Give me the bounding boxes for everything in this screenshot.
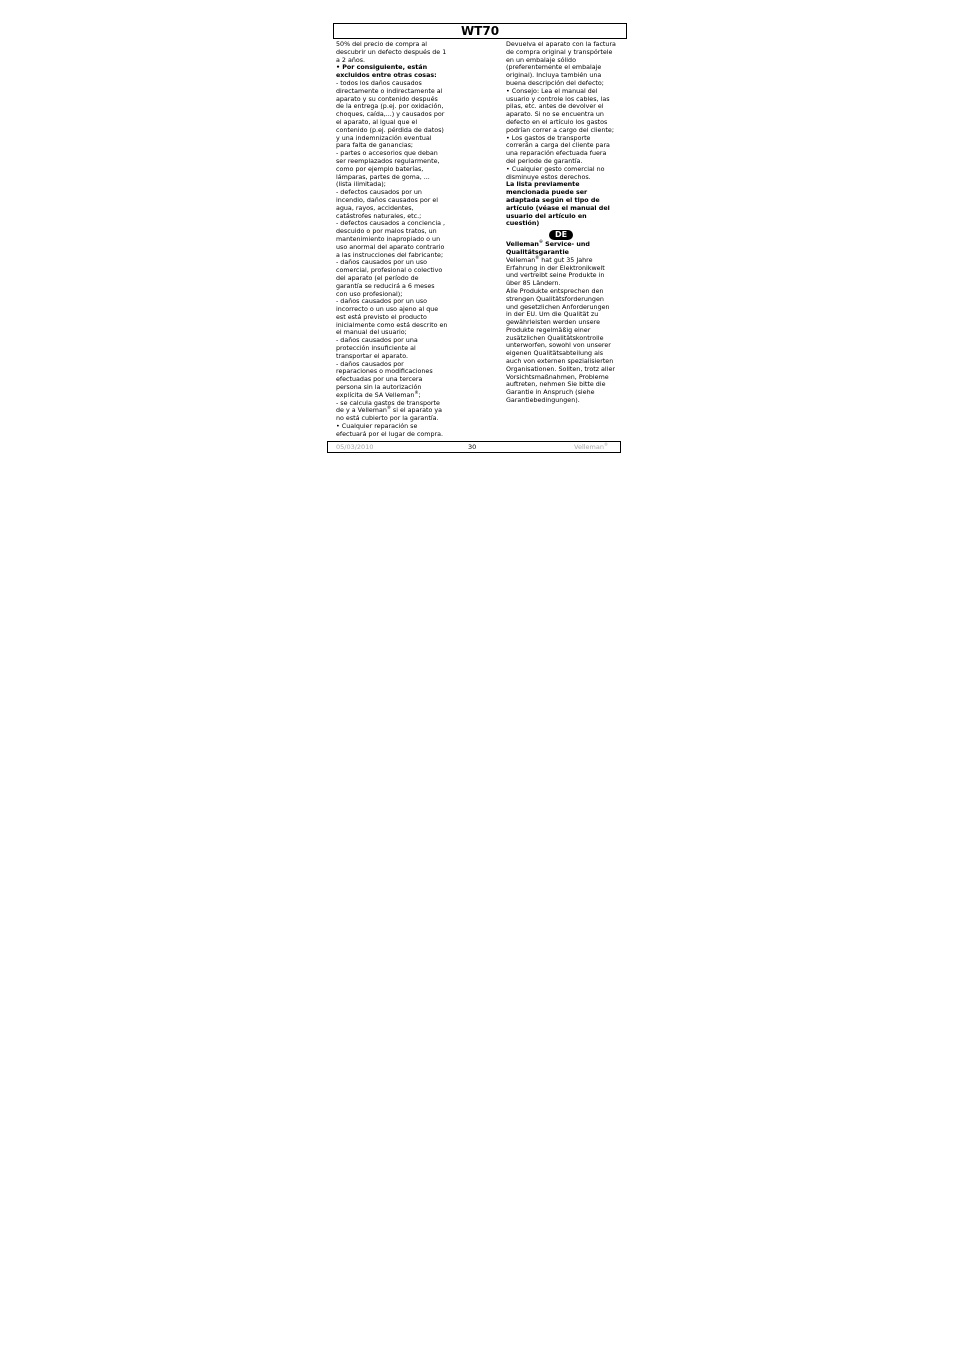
text-line-content: pilas, etc. antes de devolver el xyxy=(506,103,604,111)
page-footer xyxy=(327,441,621,453)
text-line-content: • Por consiguiente, están xyxy=(336,64,428,72)
text-line-tail: ; xyxy=(418,391,421,399)
text-line-content: de y a Velleman xyxy=(336,407,387,415)
text-line-content: La lista previamente xyxy=(506,181,580,189)
text-line xyxy=(506,304,622,312)
text-line-content: a las instrucciones del fabricante; xyxy=(336,251,444,259)
language-badge-de: DE xyxy=(549,230,573,240)
text-line-content: en un embalaje sólido xyxy=(506,56,576,64)
text-line-content: - defectos causados a conciencia , xyxy=(336,220,446,228)
text-line-content: disminuye estos derechos. xyxy=(506,173,591,181)
registered-mark: ® xyxy=(414,389,419,395)
text-line xyxy=(336,306,454,314)
text-line-content: strengen Qualitätsforderungen xyxy=(506,295,604,303)
text-line xyxy=(336,283,454,291)
text-line xyxy=(336,252,454,260)
left-text-column xyxy=(336,41,454,439)
text-line xyxy=(506,397,622,405)
text-line-content: de la entrega (p.ej. por oxidación, xyxy=(336,103,444,111)
registered-mark: ® xyxy=(538,239,543,245)
text-line-content: eigenen Qualitätsabteilung als xyxy=(506,350,604,358)
text-line xyxy=(506,111,622,119)
text-line xyxy=(506,220,622,228)
text-line-content: efectuadas por una tercera xyxy=(336,376,423,384)
text-line-content: • Cualquier gesto comercial no xyxy=(506,165,605,173)
text-line xyxy=(506,127,622,135)
text-line xyxy=(336,291,454,299)
text-line-content: auftreten, nehmen Sie bitte die xyxy=(506,381,606,389)
text-line xyxy=(506,166,622,174)
text-line xyxy=(506,296,622,304)
text-line xyxy=(506,327,622,335)
text-line-content: über 85 Ländern. xyxy=(506,280,561,288)
text-line-content: no está cubierto por la garantía. xyxy=(336,415,439,423)
text-line xyxy=(506,57,622,65)
text-line-content: protección insuficiente al xyxy=(336,345,416,353)
registered-mark: ® xyxy=(386,405,391,411)
text-line xyxy=(336,174,454,182)
text-line xyxy=(336,337,454,345)
text-line xyxy=(506,272,622,280)
text-line xyxy=(336,142,454,150)
text-line-content: defecto en el artículo los gastos xyxy=(506,118,608,126)
text-line-content: a 2 años. xyxy=(336,56,366,64)
text-line xyxy=(336,72,454,80)
text-line-content: (lista ilimitada); xyxy=(336,181,386,189)
text-line-content: (preferentemente el embalaje xyxy=(506,64,602,72)
text-line-content: 50% del precio de compra al xyxy=(336,41,428,48)
text-line xyxy=(506,366,622,374)
text-line-content: contenido (p.ej. pérdida de datos) xyxy=(336,126,444,134)
text-line-content: - daños causados por un uso xyxy=(336,259,428,267)
text-line-content: y una indemnización eventual xyxy=(336,134,432,142)
text-line xyxy=(506,158,622,166)
text-line-content: una reparación efectuada fuera xyxy=(506,150,607,158)
text-line xyxy=(506,374,622,382)
text-line-content: con uso profesional); xyxy=(336,290,403,298)
text-line-content: • Los gastos de transporte xyxy=(506,134,591,142)
text-line-content: de compra original y transpórtele xyxy=(506,48,613,56)
text-line xyxy=(336,314,454,322)
text-line-content: Erfahrung in der Elektronikwelt xyxy=(506,264,605,272)
text-line-content: correrán a carga del cliente para xyxy=(506,142,610,150)
text-line-content: persona sin la autorización xyxy=(336,384,422,392)
text-line xyxy=(336,353,454,361)
text-line-content: • Consejo: Lea el manual del xyxy=(506,87,598,95)
text-line xyxy=(336,329,454,337)
text-line-content: artículo (véase el manual del xyxy=(506,204,610,212)
text-line xyxy=(506,350,622,358)
text-line-content: descuido o por malos tratos, un xyxy=(336,228,437,236)
text-line-content: cuestión) xyxy=(506,220,540,228)
text-line xyxy=(336,298,454,306)
text-line xyxy=(336,166,454,174)
text-line xyxy=(336,181,454,189)
text-line-content: in der EU. Um die Qualität zu xyxy=(506,311,599,319)
text-line xyxy=(506,389,622,397)
text-line-content: mantenimiento inapropiado o un xyxy=(336,235,441,243)
text-line-content: como por ejemplo baterías, xyxy=(336,165,424,173)
text-line xyxy=(336,150,454,158)
text-line xyxy=(336,384,454,392)
text-line xyxy=(506,288,622,296)
text-line-content: - se calcula gastos de transporte xyxy=(336,399,440,407)
text-line xyxy=(506,319,622,327)
text-line-content: - todos los daños causados xyxy=(336,79,422,87)
text-line xyxy=(336,228,454,236)
text-line xyxy=(336,158,454,166)
text-line-content: inicialmente como está descrito en xyxy=(336,321,448,329)
text-line-content: - partes o accesorios que deban xyxy=(336,150,438,158)
text-line-content: Velleman xyxy=(506,241,539,249)
text-line-content: Velleman xyxy=(506,256,536,264)
text-line xyxy=(336,64,454,72)
text-line-content: Garantiebedingungen). xyxy=(506,397,580,405)
right-column-bottom xyxy=(506,241,622,405)
text-line xyxy=(336,213,454,221)
text-line xyxy=(336,244,454,252)
text-line-content: lámparas, partes de goma, ... xyxy=(336,173,430,181)
text-line xyxy=(506,335,622,343)
text-line-content: del periode de garantía. xyxy=(506,157,583,165)
text-line xyxy=(506,205,622,213)
text-line xyxy=(506,72,622,80)
text-line-content: - daños causados por xyxy=(336,360,404,368)
text-line xyxy=(506,142,622,150)
text-line-content: comercial, profesional o colectivo xyxy=(336,267,443,275)
text-line xyxy=(506,174,622,182)
text-line-content: original). Incluya también una xyxy=(506,72,602,80)
text-line xyxy=(506,241,622,249)
page-title: WT70 xyxy=(333,23,627,39)
text-line xyxy=(506,41,622,49)
text-line xyxy=(506,80,622,88)
text-line-content: excluidos entre otras cosas: xyxy=(336,72,437,80)
text-line xyxy=(506,88,622,96)
text-line-content: Produkte regelmäßig einer xyxy=(506,326,591,334)
footer-brand-name: Velleman xyxy=(574,443,604,451)
text-line-content: - daños causados por un uso xyxy=(336,298,428,306)
text-line-content: el manual del usuario; xyxy=(336,329,407,337)
text-line xyxy=(506,197,622,205)
text-line xyxy=(336,49,454,57)
text-line xyxy=(506,311,622,319)
text-line xyxy=(336,322,454,330)
footer-date: 05/03/2010 xyxy=(336,443,374,451)
text-line xyxy=(506,119,622,127)
text-line xyxy=(336,423,454,431)
text-line xyxy=(506,358,622,366)
text-line-content: adaptada según el tipo de xyxy=(506,196,600,204)
text-line-content: aparato. Si no se encuentra un xyxy=(506,111,604,119)
text-line xyxy=(336,431,454,439)
text-line-content: aparato y su contenido después xyxy=(336,95,438,103)
text-line-content: zusätzlichen Qualitätskontrolle xyxy=(506,334,604,342)
text-line xyxy=(506,381,622,389)
text-line-content: buena descripción del defecto; xyxy=(506,79,604,87)
text-line xyxy=(336,361,454,369)
text-line xyxy=(506,189,622,197)
text-line-content: catástrofes naturales, etc.; xyxy=(336,212,422,220)
text-line xyxy=(336,205,454,213)
text-line xyxy=(506,96,622,104)
text-line-content: est está previsto el producto xyxy=(336,313,427,321)
text-line-tail: si el aparato ya xyxy=(390,407,442,415)
text-line-content: transportar el aparato. xyxy=(336,352,409,360)
text-line xyxy=(336,220,454,228)
text-line-content: gewährleisten werden unsere xyxy=(506,319,600,327)
text-line xyxy=(336,41,454,49)
text-line xyxy=(336,275,454,283)
text-line-content: ser reemplazados regularmente, xyxy=(336,157,440,165)
text-line-content: el aparato, al igual que el xyxy=(336,118,418,126)
text-line xyxy=(506,342,622,350)
text-line-content: unterworfen, sowohl von unserer xyxy=(506,342,611,350)
text-line-content: incorrecto o un uso ajeno al que xyxy=(336,306,439,314)
text-line xyxy=(336,189,454,197)
text-line-tail: Service- und xyxy=(542,241,590,249)
text-line xyxy=(336,103,454,111)
text-line-content: - defectos causados por un xyxy=(336,189,422,197)
registered-mark: ® xyxy=(535,254,540,260)
text-line xyxy=(336,345,454,353)
text-line-content: • Cualquier reparación se xyxy=(336,423,418,431)
text-line-content: usuario y controle los cables, las xyxy=(506,95,610,103)
text-line-content: para falta de ganancias; xyxy=(336,142,414,150)
text-line xyxy=(336,88,454,96)
text-line xyxy=(336,111,454,119)
text-line-content: auch von externen spezialisierten xyxy=(506,358,614,366)
text-line-content: Garantie in Anspruch (siehe xyxy=(506,389,595,397)
text-line xyxy=(506,249,622,257)
text-line-content: Organisationen. Sollten, trotz aller xyxy=(506,365,615,373)
text-line xyxy=(336,197,454,205)
text-line xyxy=(506,181,622,189)
text-line xyxy=(506,254,622,265)
text-line-content: und gesetzlichen Anforderungen xyxy=(506,303,610,311)
text-line-content: directamente o indirectamente al xyxy=(336,87,443,95)
text-line-content: usuario del artículo en xyxy=(506,212,587,220)
footer-brand xyxy=(574,442,608,452)
footer-page-number: 30 xyxy=(468,443,477,451)
text-line xyxy=(506,150,622,158)
text-line xyxy=(336,415,454,423)
text-line-content: Alle Produkte entsprechen den xyxy=(506,287,604,295)
text-line-content: incendio, daños causados por el xyxy=(336,196,439,204)
text-line xyxy=(336,376,454,384)
text-line-content: Vorsichtsmaßnahmen, Probleme xyxy=(506,373,609,381)
text-line-content: efectuará por el lugar de compra. xyxy=(336,430,444,438)
text-line xyxy=(336,236,454,244)
text-line xyxy=(506,265,622,273)
text-line-content: descubrir un defecto después de 1 xyxy=(336,48,447,56)
text-line xyxy=(336,259,454,267)
text-line-content: uso anormal del aparato contrario xyxy=(336,243,445,251)
text-line-content: und vertreibt seine Produkte in xyxy=(506,272,605,280)
text-line-content: explícita de SA Velleman xyxy=(336,391,415,399)
text-line xyxy=(336,267,454,275)
text-line-content: Devuelva el aparato con la factura xyxy=(506,41,616,48)
text-line-content: Qualitätsgarantie xyxy=(506,248,569,256)
text-line-content: del aparato (el período de xyxy=(336,274,419,282)
right-text-column xyxy=(506,41,622,405)
text-line-content: - daños causados por una xyxy=(336,337,418,345)
text-line xyxy=(506,103,622,111)
text-line xyxy=(336,80,454,88)
text-line-content: choques, caída,...) y causados por xyxy=(336,111,445,119)
text-line xyxy=(336,389,454,400)
text-line xyxy=(506,49,622,57)
footer-brand-sup: ® xyxy=(604,441,608,447)
text-line-tail: hat gut 35 Jahre xyxy=(539,256,593,264)
text-line xyxy=(336,127,454,135)
text-line-content: podrían correr a cargo del cliente; xyxy=(506,126,614,134)
text-line-content: garantía se reducirá a 6 meses xyxy=(336,282,435,290)
text-line xyxy=(506,280,622,288)
text-line-content: agua, rayos, accidentes, xyxy=(336,204,414,212)
text-line xyxy=(336,368,454,376)
text-line xyxy=(336,135,454,143)
text-line-content: mencionada puede ser xyxy=(506,189,588,197)
text-line xyxy=(336,119,454,127)
text-line-content: reparaciones o modificaciones xyxy=(336,368,433,376)
right-column-top xyxy=(506,41,622,228)
